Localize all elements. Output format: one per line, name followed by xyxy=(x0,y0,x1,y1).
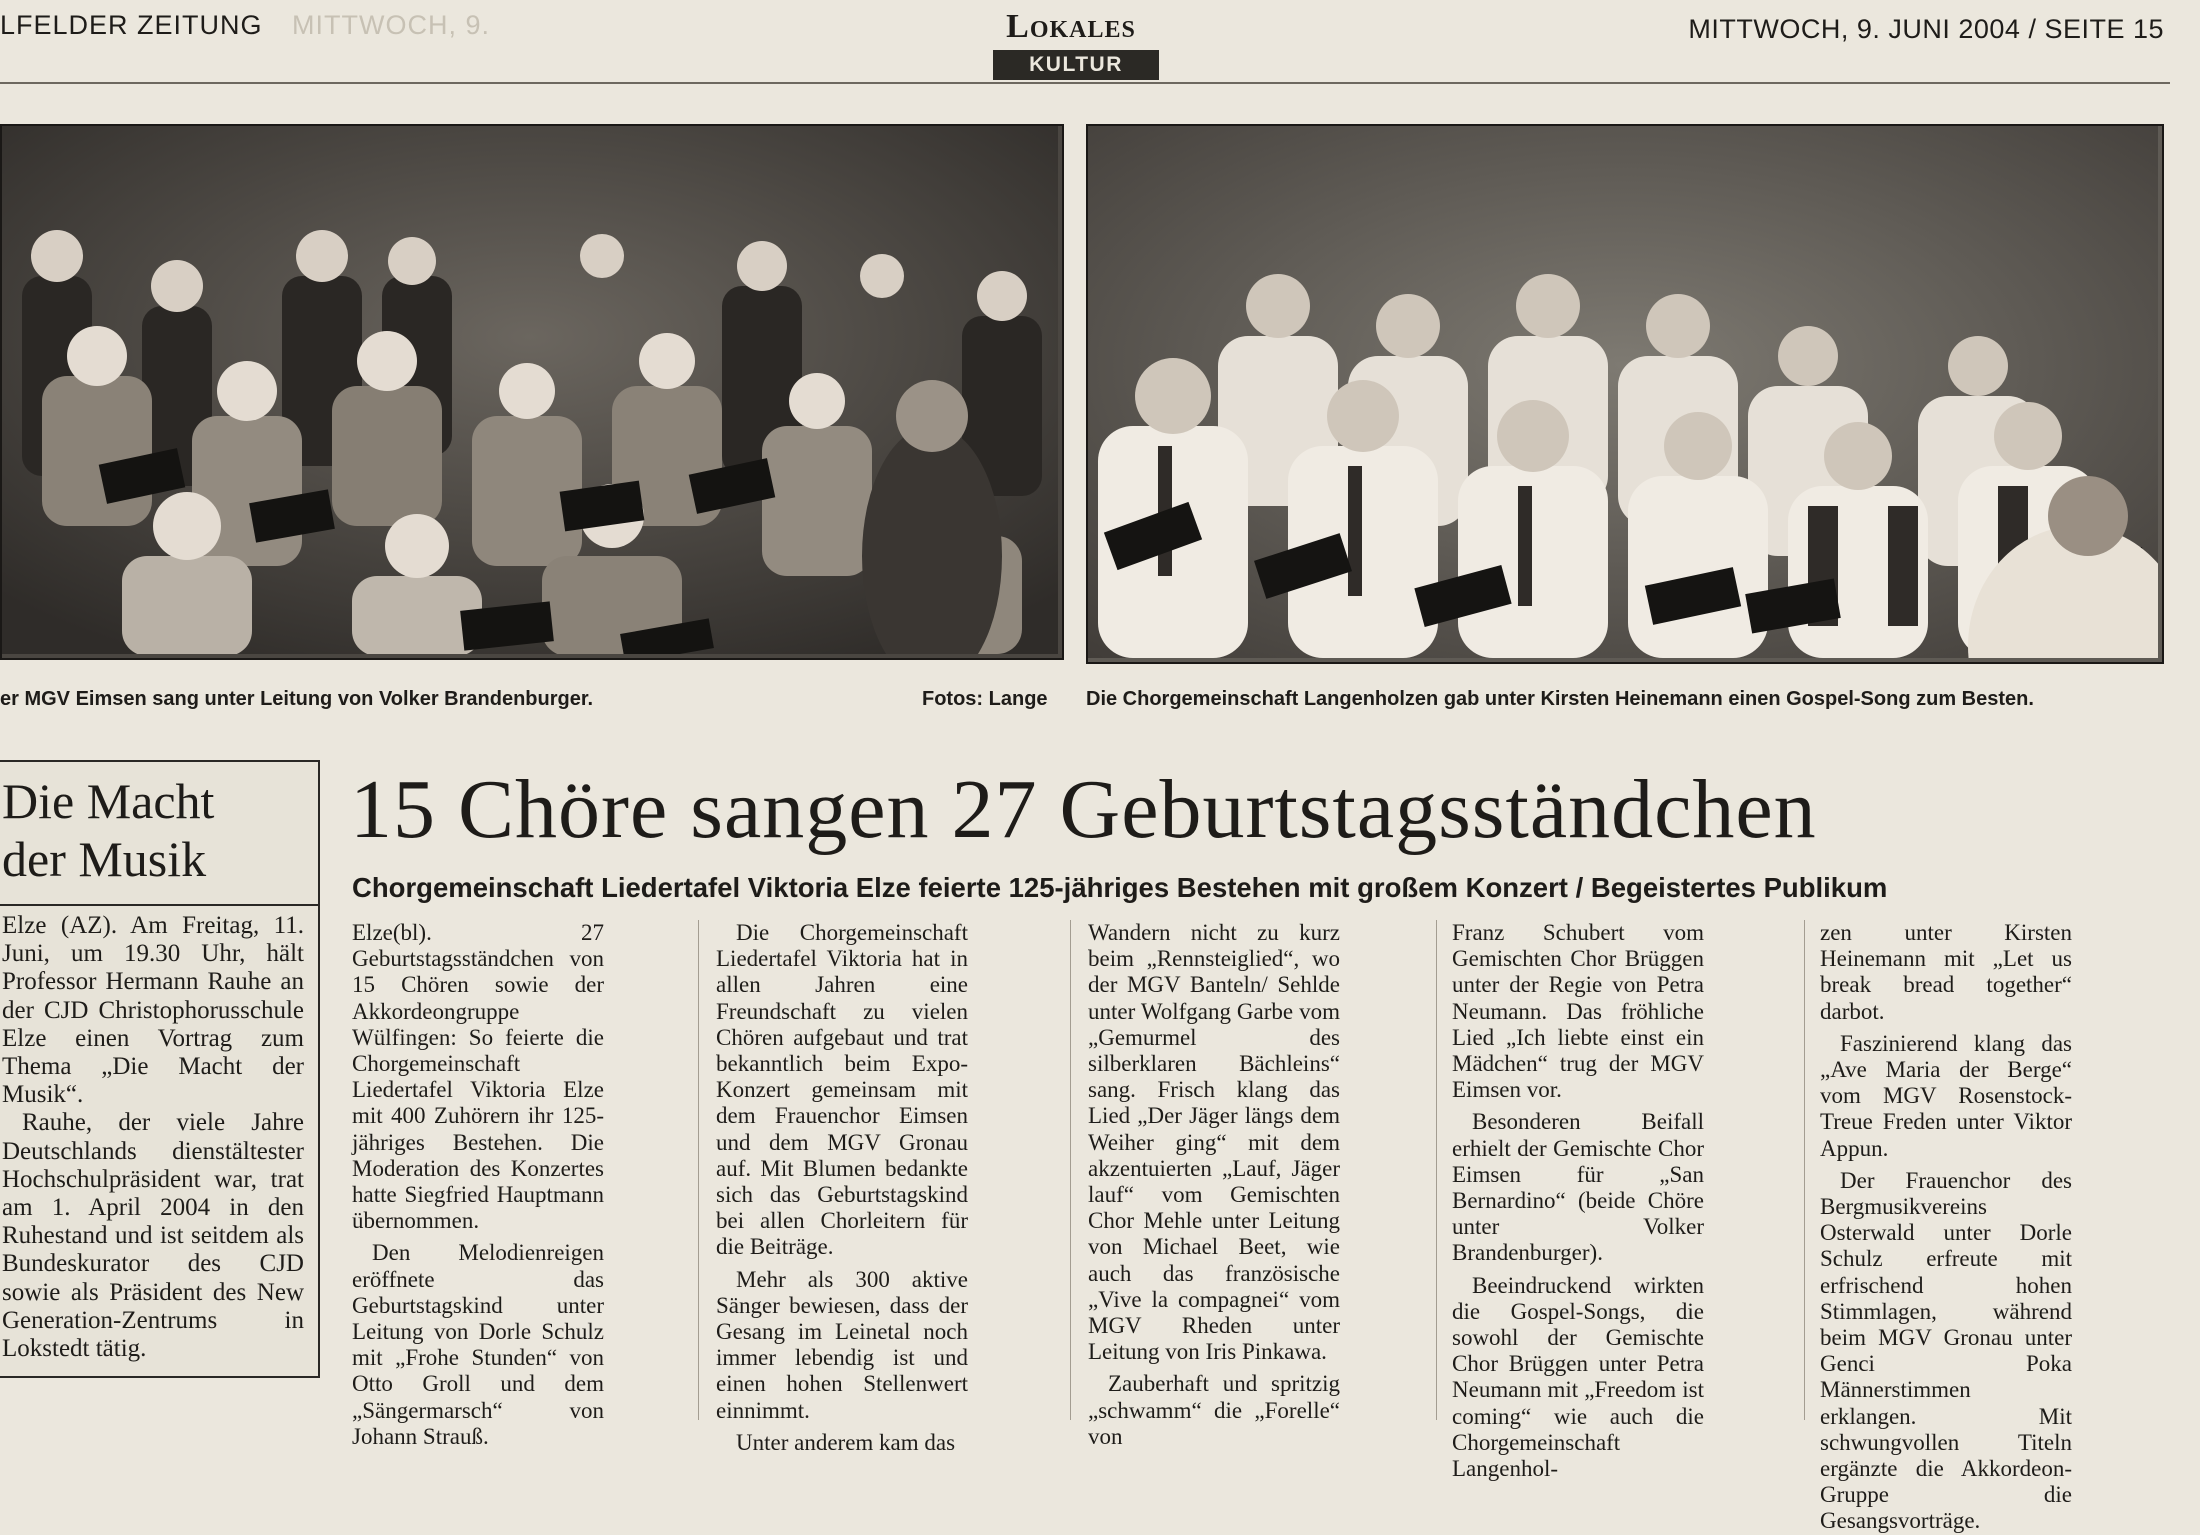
newspaper-name: LFELDER ZEITUNG xyxy=(0,10,263,40)
section-title: Lokales xyxy=(1006,8,1136,45)
sidebar-text xyxy=(2,912,304,1363)
article-paragraph: Elze(bl). 27 Geburtstagsständchen von 15 Chören sowie der Akkordeongruppe Wülfingen: So feierte die Chorgemeinschaft Liedertafel Viktoria Elze mit 400 Zuhörern ihr 125-jähriges Bestehen. Die Moderation des Konzertes hatte Siegfried Hauptmann übernommen. xyxy=(352,920,604,1234)
article-paragraph: Faszinierend klang das „Ave Maria der Berge“ vom MGV Rosenstock-Treue Freden unter Viktor Appun. xyxy=(1820,1030,2072,1161)
column-divider xyxy=(1436,920,1437,1420)
article-paragraph: zen unter Kirsten Heinemann mit „Let us break bread together“ darbot. xyxy=(1820,920,2072,1024)
article-paragraph: Unter anderem kam das xyxy=(736,1429,956,1455)
photo-mgv-eimsen xyxy=(0,124,1064,660)
sidebar-title-line1: Die Macht xyxy=(2,773,215,829)
article-paragraph: Zauberhaft und spritzig „schwamm“ die „Forelle“ von xyxy=(1088,1371,1340,1449)
sidebar-paragraph: Rauhe, der viele Jahre Deutschlands dienstältester Hochschulpräsident war, trat am 1. April 2004 in den Ruhestand und ist seitdem als Bundeskurator des CJD sowie als Präsident des New Generation-Zentrums in Lokstedt tätig. xyxy=(2,1109,304,1363)
column-divider xyxy=(1070,920,1071,1420)
article-column-2 xyxy=(716,920,968,1456)
article-column-5 xyxy=(1820,920,2072,1535)
photo1-caption: er MGV Eimsen sang unter Leitung von Volker Brandenburger. xyxy=(0,688,594,710)
article-column-3 xyxy=(1088,920,1340,1450)
article-subheadline: Chorgemeinschaft Liedertafel Viktoria Elze feierte 125-jähriges Bestehen mit großem Konzert / Begeistertes Publikum xyxy=(352,872,1888,903)
column-divider xyxy=(1804,920,1805,1420)
sidebar-rule xyxy=(0,904,318,906)
article-paragraph: Der Frauenchor des Bergmusikvereins Osterwald unter Dorle Schulz erfreute mit erfrischend hohen Stimmlagen, während beim MGV Gronau unter Genci Poka Männerstimmen erklangen. Mit schwungvollen Titeln ergänzte die Akkordeon-Gruppe die Gesangsvorträge. xyxy=(1820,1167,2072,1534)
photo-credit: Fotos: Lange xyxy=(922,688,1048,710)
sidebar-paragraph: Elze (AZ). Am Freitag, 11. Juni, um 19.30 Uhr, hält Professor Hermann Rauhe an der CJD Christophorusschule Elze einen Vortrag zum Thema „Die Macht der Musik“. xyxy=(2,912,304,1109)
subsection-label: KULTUR xyxy=(993,50,1159,80)
article-paragraph: Wandern nicht zu kurz beim „Rennsteiglied“, wo der MGV Banteln/ Sehlde unter Wolfgang Garbe vom „Gemurmel des silberklaren Bächleins“ sang. Frisch klang das Lied „Der Jäger längs dem Weiher ging“ mit dem akzentuierten „Lauf, Jäger lauf“ vom Gemischten Chor Mehle unter Leitung von Michael Beet, wie auch das französische „Vive la compagnei“ vom MGV Rheden unter Leitung von Iris Pinkawa. xyxy=(1088,920,1340,1365)
article-paragraph: Mehr als 300 aktive Sänger bewiesen, dass der Gesang im Leinetal noch immer lebendig ist und einen hohen Stellenwert einnimmt. xyxy=(716,1266,968,1423)
article-headline: 15 Chöre sangen 27 Geburtstagsständchen xyxy=(350,763,1817,856)
article-column-1 xyxy=(352,920,604,1450)
photo2-caption: Die Chorgemeinschaft Langenholzen gab unter Kirsten Heinemann einen Gospel-Song zum Besten. xyxy=(1086,688,2034,710)
article-paragraph: Franz Schubert vom Gemischten Chor Brüggen unter der Regie von Petra Neumann. Das fröhliche Lied „Ich liebte einst ein Mädchen“ trug der MGV Eimsen vor. xyxy=(1452,920,1704,1103)
article-column-4 xyxy=(1452,920,1704,1482)
photo-langenholzen xyxy=(1086,124,2164,664)
header-rule xyxy=(0,82,2170,84)
sidebar-title xyxy=(2,772,302,888)
article-paragraph: Den Melodienreigen eröffnete das Geburtstagskind unter Leitung von Dorle Schulz mit „Frohe Stunden“ von Otto Groll und dem „Sängermarsch“ von Johann Strauß. xyxy=(352,1240,604,1449)
column-divider xyxy=(698,920,699,1420)
article-paragraph: Besonderen Beifall erhielt der Gemischte Chor Eimsen für „San Bernardino“ (beide Chöre unter Volker Brandenburger). xyxy=(1452,1109,1704,1266)
date-page-line: MITTWOCH, 9. JUNI 2004 / SEITE 15 xyxy=(1688,14,2164,44)
bleed-through-text: MITTWOCH, 9. xyxy=(292,10,490,40)
article-paragraph: Die Chorgemeinschaft Liedertafel Viktoria hat in allen Jahren eine Freundschaft zu vielen Chören aufgebaut und trat bekanntlich beim Expo-Konzert gemeinsam mit dem Frauenchor Eimsen und dem MGV Gronau auf. Mit Blumen bedankte sich das Geburtstagskind bei allen Chorleitern für die Beiträge. xyxy=(716,920,968,1260)
sidebar-title-line2: der Musik xyxy=(2,831,207,887)
article-paragraph: Beeindruckend wirkten die Gospel-Songs, die sowohl der Gemischte Chor Brüggen unter Petra Neumann mit „Freedom ist coming“ wie auch die Chorgemeinschaft Langenhol- xyxy=(1452,1272,1704,1482)
